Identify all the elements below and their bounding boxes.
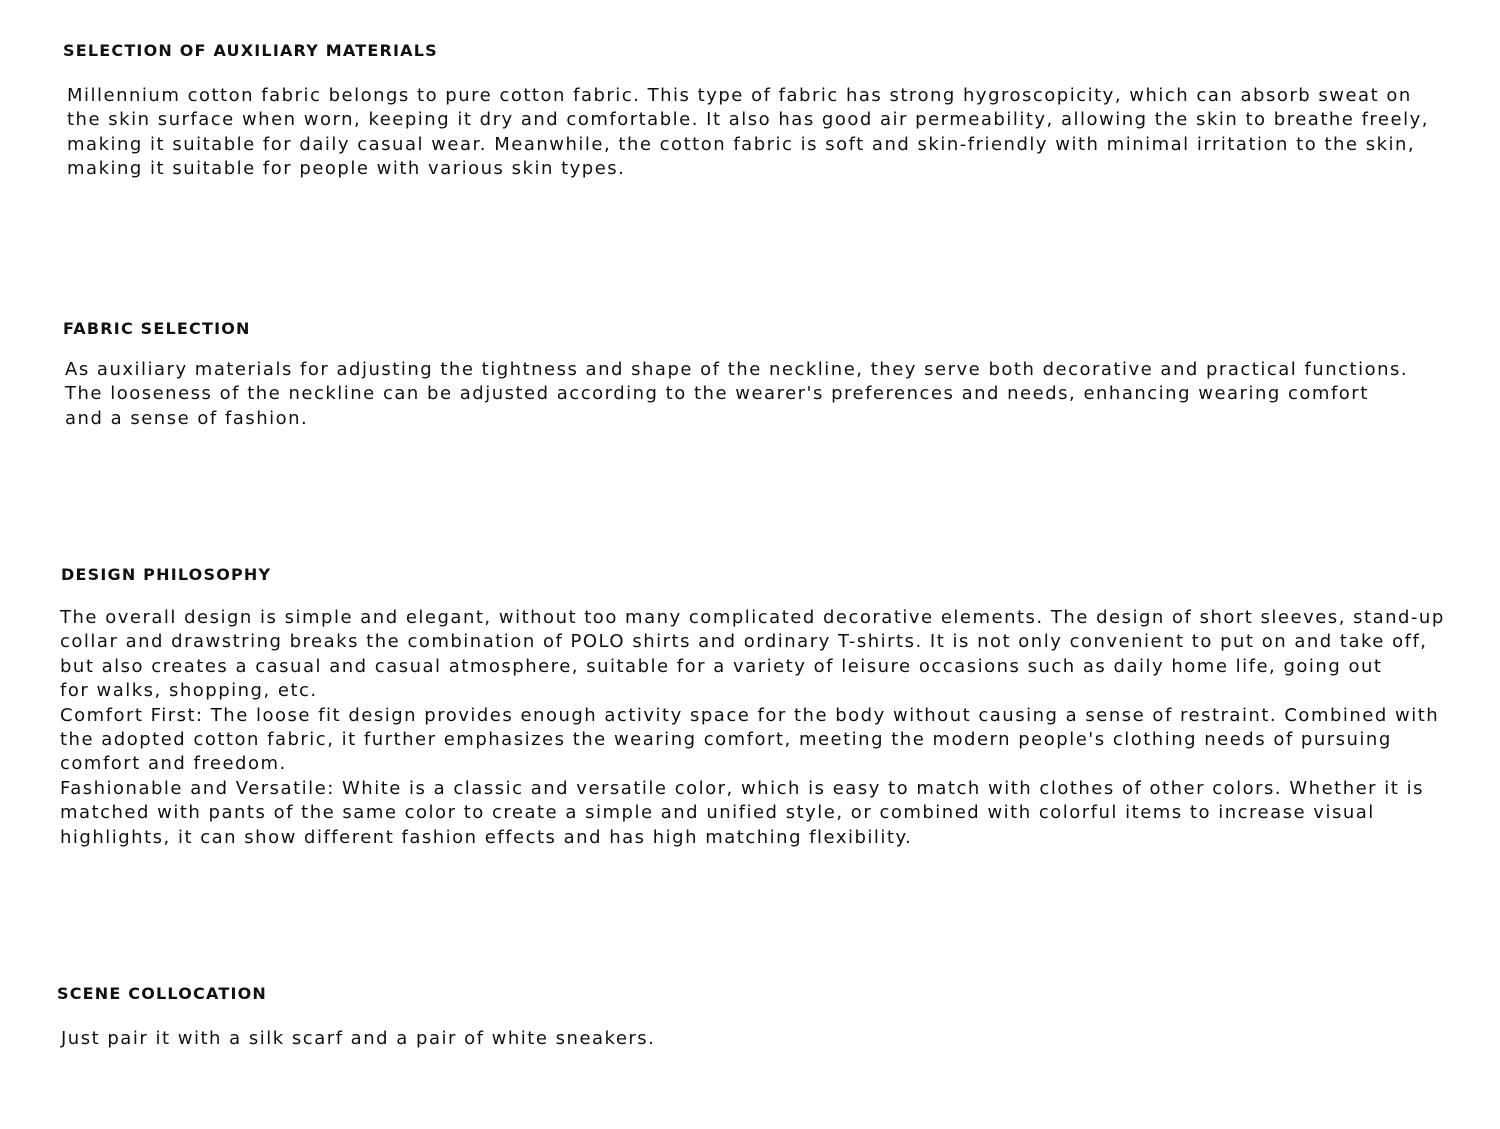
paragraph-line: comfort and freedom. [60, 753, 287, 775]
paragraph-line: Fashionable and Versatile: White is a classic and versatile color, which is easy to match with clothes of other colors. Whether it is [60, 777, 1424, 799]
section-body [65, 358, 1408, 431]
paragraph-line: collar and drawstring breaks the combination of POLO shirts and ordinary T-shirts. It is not only convenient to put on and take off, [60, 631, 1428, 653]
paragraph-line: Comfort First: The loose fit design provides enough activity space for the body without causing a sense of restraint. Combined with [60, 704, 1440, 726]
section-body [61, 1027, 655, 1051]
paragraph-line: The looseness of the neckline can be adjusted according to the wearer's preferences and needs, enhancing wearing comfort [65, 383, 1369, 405]
paragraph-line: As auxiliary materials for adjusting the tightness and shape of the neckline, they serve both decorative and practical functions. [65, 359, 1409, 380]
paragraph-line: the adopted cotton fabric, it further emphasizes the wearing comfort, meeting the modern people's clothing needs of pursuing [60, 729, 1392, 751]
paragraph-line: but also creates a casual and casual atmosphere, suitable for a variety of leisure occasions such as daily home life, going out [60, 655, 1383, 677]
paragraph-line: and a sense of fashion. [65, 407, 309, 429]
paragraph-line: matched with pants of the same color to create a simple and unified style, or combined with colorful items to increase visual [60, 802, 1375, 824]
section-heading: DESIGN PHILOSOPHY [61, 565, 272, 584]
section-heading: SELECTION OF AUXILIARY MATERIALS [63, 41, 438, 60]
paragraph-line: Just pair it with a silk scarf and a pair of white sneakers. [61, 1028, 656, 1049]
section-body [67, 84, 1429, 182]
paragraph-line: making it suitable for daily casual wear. Meanwhile, the cotton fabric is soft and skin-friendly with minimal irritation to the skin, [67, 133, 1416, 155]
paragraph-line: for walks, shopping, etc. [60, 680, 318, 702]
paragraph-line: The overall design is simple and elegant, without too many complicated decorative elements. The design of short sleeves, stand-up [60, 607, 1445, 628]
section-body [60, 606, 1445, 850]
paragraph-line: making it suitable for people with various skin types. [67, 158, 626, 180]
section-heading: SCENE COLLOCATION [57, 984, 267, 1003]
paragraph-line: Millennium cotton fabric belongs to pure cotton fabric. This type of fabric has strong hygroscopicity, which can absorb sweat on [67, 85, 1412, 106]
paragraph-line: highlights, it can show different fashion effects and has high matching flexibility. [60, 826, 913, 848]
section-heading: FABRIC SELECTION [63, 319, 251, 338]
paragraph-line: the skin surface when worn, keeping it dry and comfortable. It also has good air permeability, allowing the skin to breathe freely, [67, 109, 1429, 131]
